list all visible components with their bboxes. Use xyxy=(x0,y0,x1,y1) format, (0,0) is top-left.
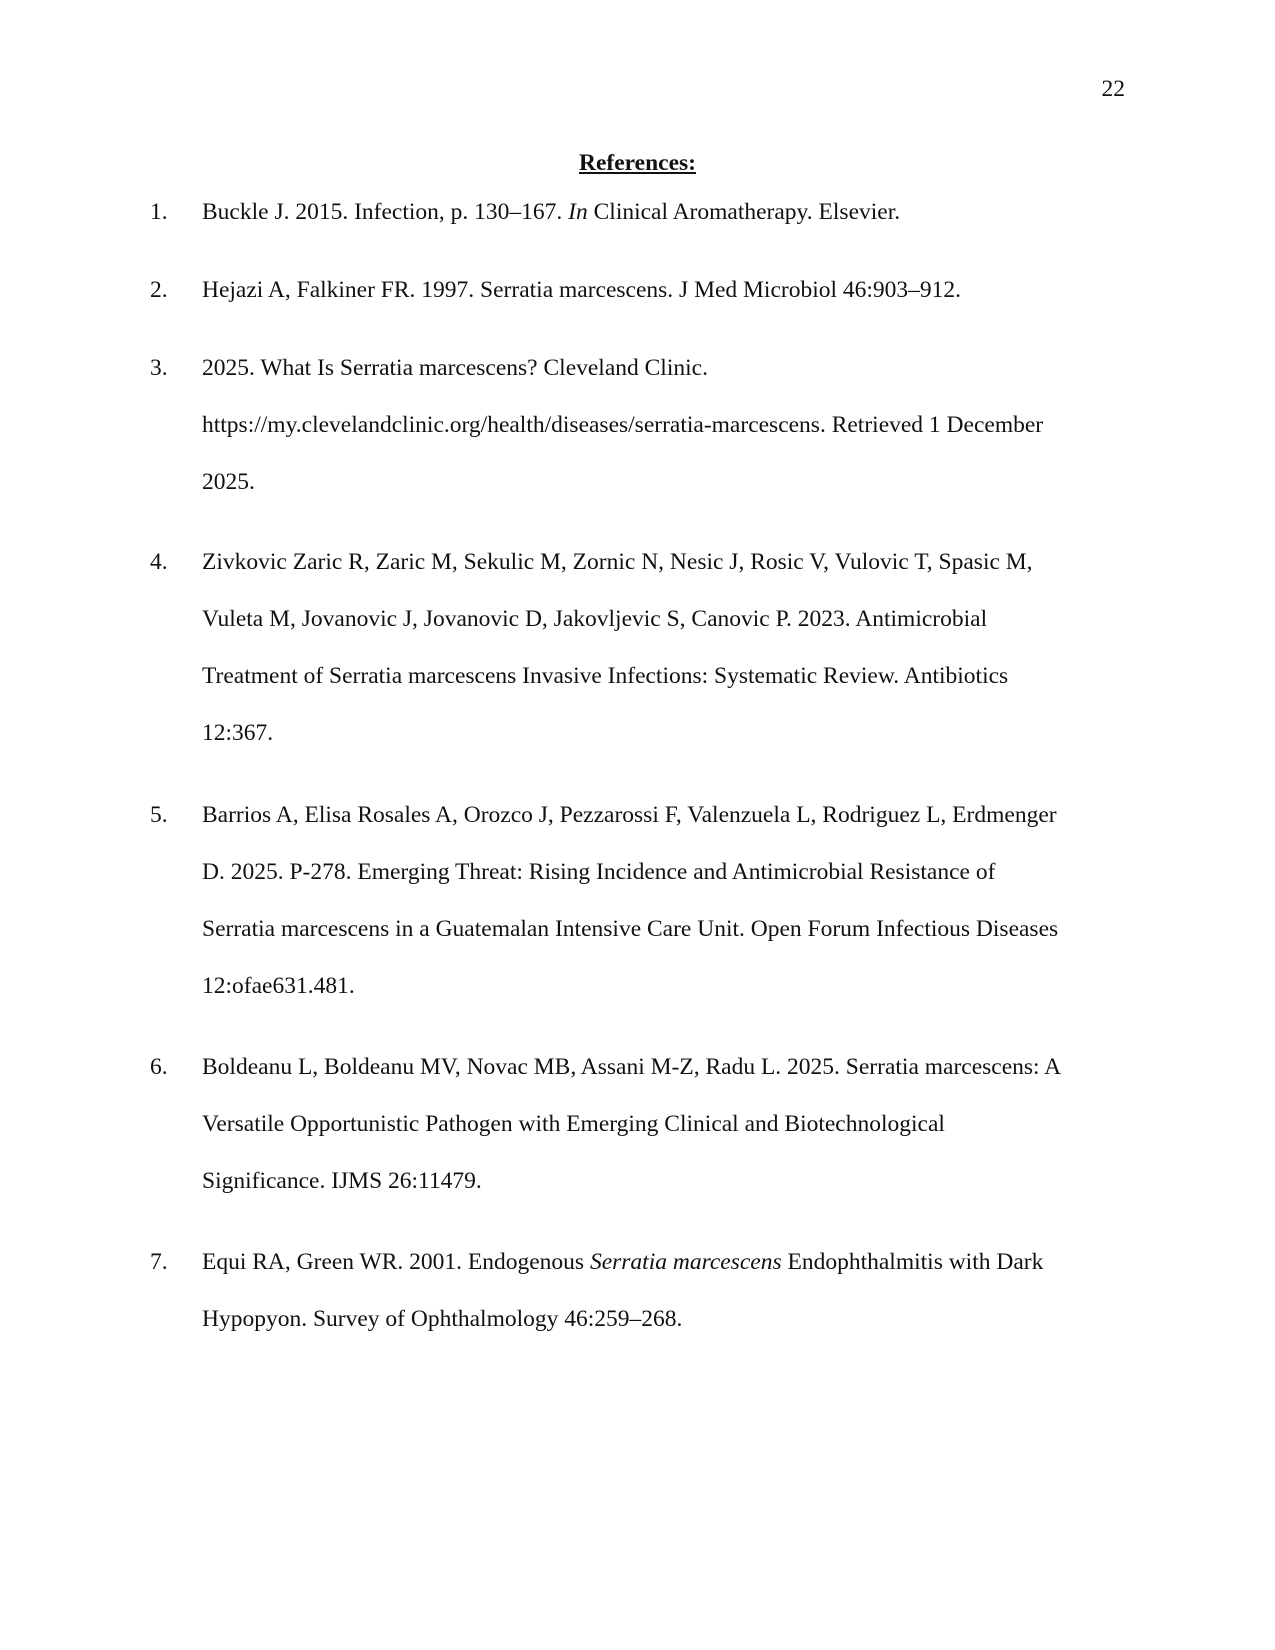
reference-text: Treatment of Serratia marcescens Invasive Infections: Systematic Review. Antibiotics xyxy=(202,663,1009,689)
reference-text: 2025. What Is Serratia marcescens? Cleveland Clinic. xyxy=(202,355,708,381)
reference-number: 6. xyxy=(150,1054,168,1080)
reference-number: 3. xyxy=(150,355,168,381)
reference-line xyxy=(202,534,1033,591)
reference-italic-text: In xyxy=(568,199,588,225)
reference-text: Versatile Opportunistic Pathogen with Emerging Clinical and Biotechnological xyxy=(202,1111,945,1137)
reference-line xyxy=(202,591,987,648)
reference-number: 2. xyxy=(150,277,168,303)
reference-number: 4. xyxy=(150,549,168,575)
reference-text: Significance. IJMS 26:11479. xyxy=(202,1168,482,1194)
reference-text: Serratia marcescens in a Guatemalan Intensive Care Unit. Open Forum Infectious Diseases xyxy=(202,916,1059,942)
reference-text: Hejazi A, Falkiner FR. 1997. Serratia marcescens. J Med Microbiol 46:903–912. xyxy=(202,277,962,303)
reference-line xyxy=(202,958,355,1015)
reference-line xyxy=(202,184,900,241)
reference-number: 7. xyxy=(150,1249,168,1275)
references-heading: References: xyxy=(579,150,696,176)
reference-line xyxy=(202,1234,1043,1291)
reference-text: 2025. xyxy=(202,469,255,495)
reference-text: Clinical Aromatherapy. Elsevier. xyxy=(587,199,901,225)
reference-text: Endophthalmitis with Dark xyxy=(781,1249,1044,1275)
reference-number: 5. xyxy=(150,802,168,828)
reference-text: Boldeanu L, Boldeanu MV, Novac MB, Assani M-Z, Radu L. 2025. Serratia marcescens: A xyxy=(202,1054,1062,1080)
reference-line xyxy=(202,340,708,397)
reference-line xyxy=(202,262,961,319)
reference-line xyxy=(202,787,1057,844)
reference-line xyxy=(202,1096,945,1153)
reference-line xyxy=(202,1039,1061,1096)
reference-line xyxy=(202,705,273,762)
reference-line xyxy=(202,648,1008,705)
reference-text: Equi RA, Green WR. 2001. Endogenous xyxy=(202,1249,590,1275)
reference-text: D. 2025. P-278. Emerging Threat: Rising Incidence and Antimicrobial Resistance of xyxy=(202,859,996,885)
reference-url: https://my.clevelandclinic.org/health/diseases/serratia-marcescens. Retrieved 1 December xyxy=(202,412,1044,438)
reference-text: 12:ofae631.481. xyxy=(202,973,355,999)
reference-italic-text: Serratia marcescens xyxy=(589,1249,782,1275)
reference-text: Buckle J. 2015. Infection, p. 130–167. xyxy=(202,199,569,225)
reference-text: Vuleta M, Jovanovic J, Jovanovic D, Jakovljevic S, Canovic P. 2023. Antimicrobial xyxy=(202,606,988,632)
reference-number: 1. xyxy=(150,199,168,225)
reference-line xyxy=(202,901,1058,958)
reference-line xyxy=(202,397,1043,454)
reference-line xyxy=(202,844,995,901)
reference-line xyxy=(202,1291,682,1348)
reference-line xyxy=(202,1153,482,1210)
reference-text: Zivkovic Zaric R, Zaric M, Sekulic M, Zornic N, Nesic J, Rosic V, Vulovic T, Spasic M, xyxy=(202,549,1033,575)
reference-line xyxy=(202,454,255,511)
reference-text: 12:367. xyxy=(202,720,274,746)
reference-text: Hypopyon. Survey of Ophthalmology 46:259–268. xyxy=(202,1306,683,1332)
page-number: 22 xyxy=(1101,76,1125,102)
reference-text: Barrios A, Elisa Rosales A, Orozco J, Pezzarossi F, Valenzuela L, Rodriguez L, Erdmenger xyxy=(202,802,1057,828)
